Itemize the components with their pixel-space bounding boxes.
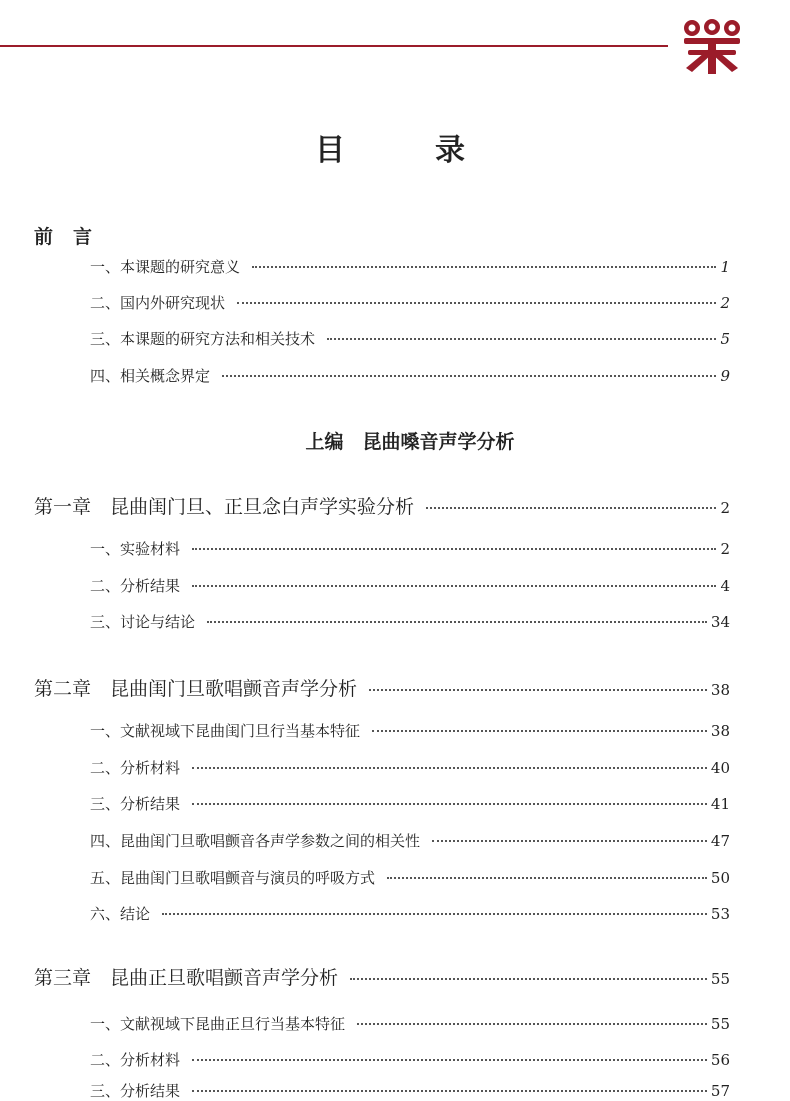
toc-chapter-page: 55 — [710, 970, 730, 988]
toc-entry[interactable] — [90, 757, 730, 778]
toc-entry[interactable] — [90, 292, 730, 313]
toc-chapter-label: 第一章 昆曲闺门旦、正旦念白声学实验分析 — [34, 496, 415, 518]
dot-leader — [192, 585, 716, 587]
part-title: 上编 昆曲嗓音声学分析 — [305, 431, 515, 453]
toc-entry-label: 四、相关概念界定 — [90, 367, 211, 385]
toc-entry-label: 二、国内外研究现状 — [90, 294, 226, 312]
dot-leader — [192, 803, 707, 805]
dot-leader — [350, 978, 707, 980]
toc-entry-page: 41 — [710, 795, 730, 813]
toc-entry[interactable] — [90, 830, 730, 851]
toc-entry-label: 一、文献视域下昆曲正旦行当基本特征 — [90, 1015, 346, 1033]
toc-entry-label: 三、分析结果 — [90, 795, 181, 813]
preface-heading: 前言 — [34, 226, 113, 248]
toc-entry-page: 5 — [720, 330, 730, 348]
toc-entry[interactable] — [90, 575, 730, 596]
dot-leader — [357, 1023, 707, 1025]
toc-chapter-label: 第二章 昆曲闺门旦歌唱颤音声学分析 — [34, 678, 358, 700]
toc-entry[interactable] — [90, 328, 730, 349]
toc-entry-label: 二、分析结果 — [90, 577, 181, 595]
publisher-logo-icon — [680, 18, 744, 74]
toc-entry[interactable] — [90, 1080, 730, 1101]
toc-entry[interactable] — [90, 1049, 730, 1070]
toc-entry-page: 57 — [710, 1082, 730, 1100]
toc-entry-page: 55 — [710, 1015, 730, 1033]
dot-leader — [327, 338, 716, 340]
toc-chapter-page: 2 — [720, 499, 730, 517]
dot-leader — [432, 840, 707, 842]
toc-entry[interactable] — [90, 793, 730, 814]
toc-entry-page: 4 — [720, 577, 730, 595]
toc-entry[interactable] — [90, 1013, 730, 1034]
toc-entry[interactable] — [90, 611, 730, 632]
dot-leader — [372, 730, 707, 732]
toc-entry-label: 三、讨论与结论 — [90, 613, 196, 631]
toc-entry-page: 38 — [710, 722, 730, 740]
header-rule — [0, 45, 668, 47]
toc-entry[interactable] — [90, 256, 730, 277]
toc-entry-label: 一、文献视域下昆曲闺门旦行当基本特征 — [90, 722, 361, 740]
toc-entry-page: 2 — [720, 540, 730, 558]
toc-entry-label: 四、昆曲闺门旦歌唱颤音各声学参数之间的相关性 — [90, 832, 421, 850]
toc-entry-label: 三、分析结果 — [90, 1082, 181, 1100]
toc-entry-page: 9 — [720, 367, 730, 385]
dot-leader — [192, 1059, 707, 1061]
page-title: 目 录 — [315, 133, 495, 168]
toc-entry-page: 50 — [710, 869, 730, 887]
dot-leader — [369, 689, 707, 691]
toc-entry-label: 二、分析材料 — [90, 1051, 181, 1069]
toc-entry-page: 53 — [710, 905, 730, 923]
dot-leader — [387, 877, 707, 879]
toc-entry[interactable] — [90, 538, 730, 559]
toc-entry-label: 三、本课题的研究方法和相关技术 — [90, 330, 316, 348]
toc-entry-page: 34 — [710, 613, 730, 631]
toc-chapter[interactable] — [34, 492, 730, 519]
dot-leader — [252, 266, 716, 268]
dot-leader — [237, 302, 716, 304]
toc-entry-page: 47 — [710, 832, 730, 850]
dot-leader — [192, 1090, 707, 1092]
toc-entry[interactable] — [90, 720, 730, 741]
toc-entry-label: 一、本课题的研究意义 — [90, 258, 241, 276]
toc-entry-label: 六、结论 — [90, 905, 151, 923]
toc-entry-page: 2 — [720, 294, 730, 312]
toc-entry-page: 1 — [720, 258, 730, 276]
toc-entry[interactable] — [90, 867, 730, 888]
toc-entry-page: 56 — [710, 1051, 730, 1069]
toc-entry[interactable] — [90, 903, 730, 924]
toc-entry-label: 二、分析材料 — [90, 759, 181, 777]
toc-chapter[interactable] — [34, 674, 730, 701]
toc-entry[interactable] — [90, 365, 730, 386]
toc-entry-page: 40 — [710, 759, 730, 777]
toc-chapter-label: 第三章 昆曲正旦歌唱颤音声学分析 — [34, 967, 339, 989]
toc-chapter[interactable] — [34, 963, 730, 990]
dot-leader — [192, 548, 716, 550]
toc-entry-label: 一、实验材料 — [90, 540, 181, 558]
toc-chapter-page: 38 — [710, 681, 730, 699]
toc-entry-label: 五、昆曲闺门旦歌唱颤音与演员的呼吸方式 — [90, 869, 376, 887]
dot-leader — [162, 913, 707, 915]
dot-leader — [426, 507, 716, 509]
dot-leader — [222, 375, 716, 377]
dot-leader — [192, 767, 707, 769]
dot-leader — [207, 621, 707, 623]
